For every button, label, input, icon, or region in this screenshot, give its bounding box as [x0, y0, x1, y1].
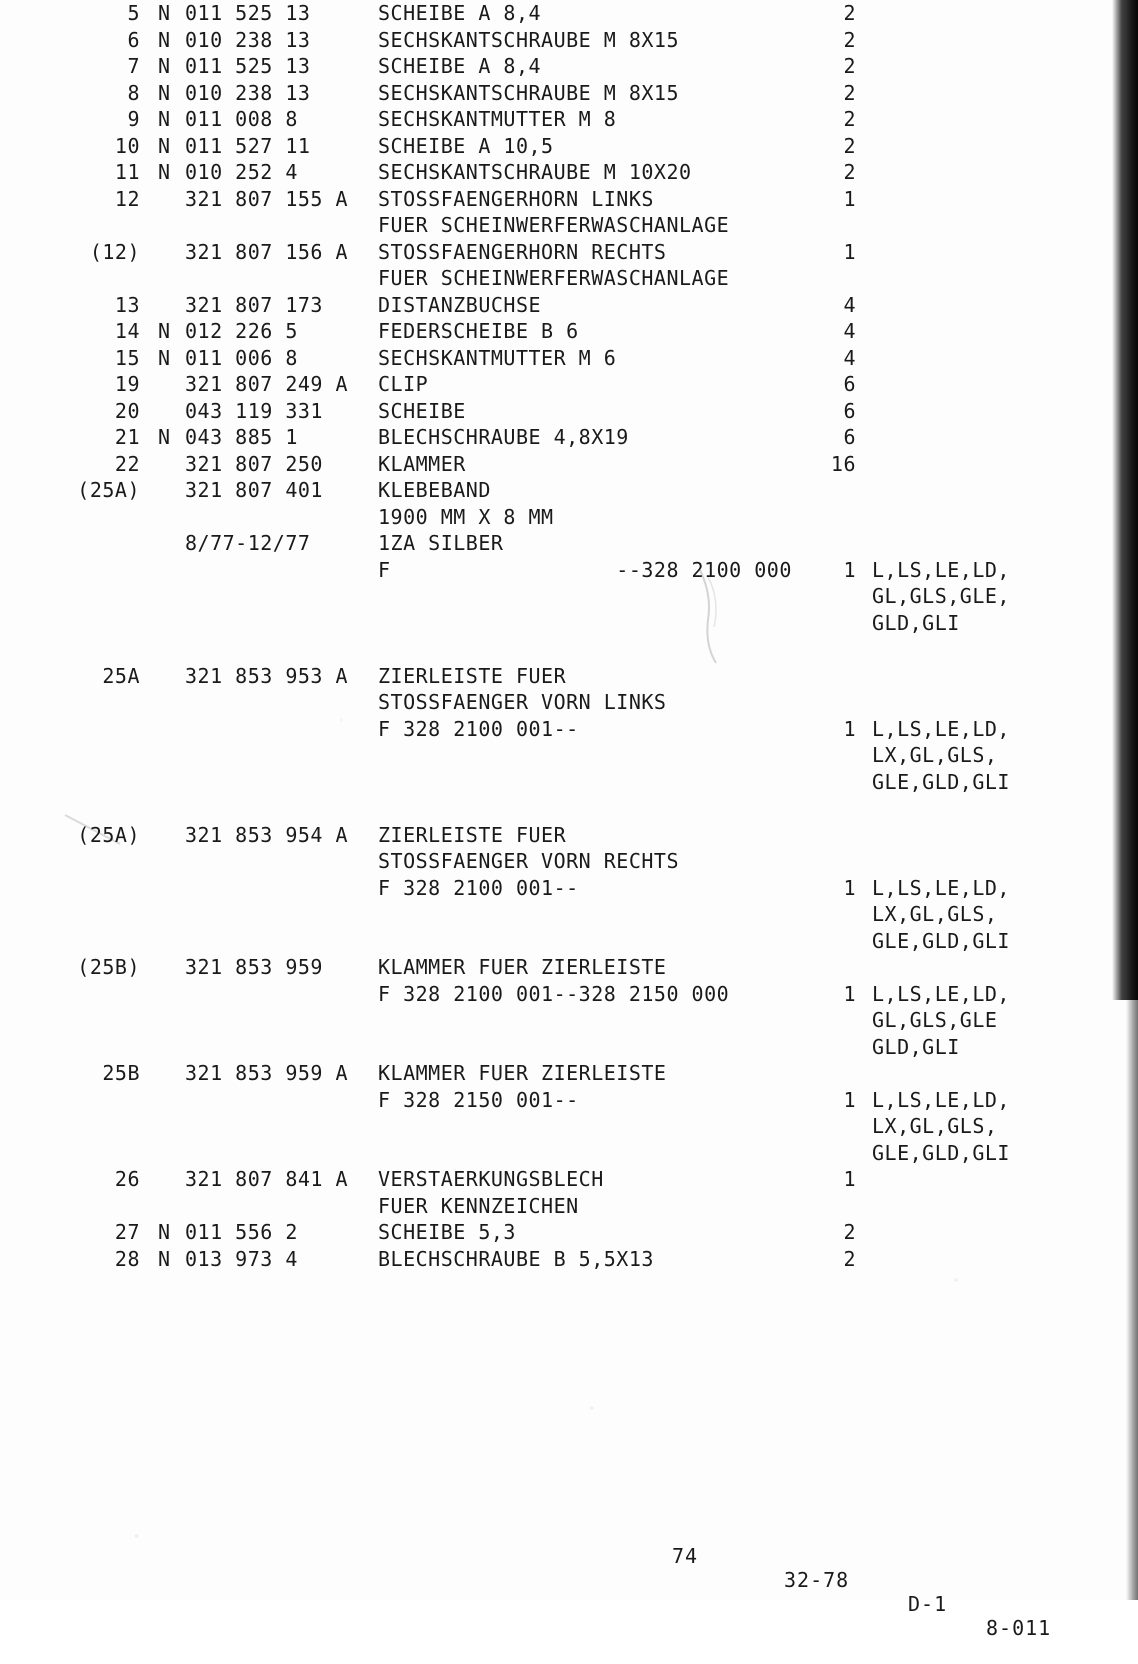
row-norm-flag: N	[158, 80, 171, 105]
row-model-codes: GLE,GLD,GLI	[872, 928, 1010, 953]
table-row	[0, 1246, 1100, 1273]
row-item-number: (12)	[89, 239, 140, 264]
table-row	[0, 1113, 1100, 1140]
row-item-number: 26	[114, 1167, 140, 1191]
row-model-codes: LX,GL,GLS,	[872, 902, 998, 926]
row-norm-flag: N	[158, 1, 171, 25]
row-quantity: 2	[843, 107, 856, 131]
table-row	[0, 1140, 1100, 1167]
table-row	[0, 795, 1100, 822]
table-row	[0, 1219, 1100, 1246]
row-quantity: 4	[843, 292, 856, 317]
row-description: FEDERSCHEIBE B 6	[378, 319, 579, 343]
row-part-number: 321 853 953 A	[185, 663, 349, 688]
table-row	[0, 477, 1100, 504]
row-model-codes: GLD,GLI	[872, 1034, 960, 1059]
row-item-number: 11	[114, 160, 140, 184]
row-part-number: 043 885 1	[185, 425, 298, 449]
page-edge-shadow	[1126, 0, 1138, 1600]
table-row	[0, 583, 1100, 610]
table-row	[0, 636, 1100, 663]
table-row	[0, 981, 1100, 1008]
row-description: STOSSFAENGER VORN LINKS	[378, 690, 667, 714]
table-row	[0, 159, 1100, 186]
table-row	[0, 610, 1100, 637]
row-description: KLEBEBAND	[378, 478, 491, 502]
row-part-number: 013 973 4	[185, 1246, 298, 1271]
row-item-number: 21	[114, 425, 140, 449]
row-part-number: 321 807 155 A	[185, 186, 349, 211]
table-row	[0, 424, 1100, 451]
table-row	[0, 1060, 1100, 1087]
row-quantity: 2	[843, 27, 856, 52]
row-item-number: (25A)	[77, 478, 140, 502]
table-row	[0, 371, 1100, 398]
row-model-codes: L,LS,LE,LD,	[872, 875, 1010, 900]
row-description: SCHEIBE A 8,4	[378, 54, 542, 78]
row-norm-flag: N	[158, 107, 171, 131]
row-description: DISTANZBUCHSE	[378, 292, 542, 317]
row-norm-flag: N	[158, 1246, 171, 1271]
row-item-number: 7	[127, 54, 140, 78]
row-description: KLAMMER FUER ZIERLEISTE	[378, 1061, 667, 1085]
row-part-number: 321 807 173	[185, 292, 323, 317]
table-row	[0, 822, 1100, 849]
row-norm-flag: N	[158, 319, 171, 343]
row-norm-flag: N	[158, 425, 171, 449]
row-item-number: 13	[114, 292, 140, 317]
row-item-number: 5	[127, 1, 140, 25]
row-description: ZIERLEISTE FUER	[378, 822, 567, 847]
table-row	[0, 689, 1100, 716]
row-description: 1ZA SILBER	[378, 531, 504, 555]
row-description: SECHSKANTSCHRAUBE M 10X20	[378, 160, 692, 184]
row-description: CLIP	[378, 372, 429, 396]
row-description: ZIERLEISTE FUER	[378, 663, 567, 688]
row-item-number: 25B	[102, 1061, 140, 1085]
row-description: STOSSFAENGERHORN LINKS	[378, 186, 654, 211]
page-footer	[0, 1520, 1100, 1664]
row-model-codes: GL,GLS,GLE	[872, 1008, 998, 1032]
table-row	[0, 901, 1100, 928]
row-part-number: 011 525 13	[185, 1, 311, 25]
row-model-codes: GLD,GLI	[872, 610, 960, 635]
row-quantity: 2	[843, 160, 856, 184]
row-quantity: 4	[843, 345, 856, 370]
table-row	[0, 1193, 1100, 1220]
row-model-codes: L,LS,LE,LD,	[872, 716, 1010, 741]
table-row	[0, 530, 1100, 557]
row-part-number: 321 853 954 A	[185, 822, 349, 847]
row-description: FUER SCHEINWERFERWASCHANLAGE	[378, 266, 730, 290]
row-norm-flag: N	[158, 27, 171, 52]
row-description: STOSSFAENGER VORN RECHTS	[378, 849, 679, 873]
row-norm-flag: N	[158, 345, 171, 370]
row-model-codes: GLE,GLD,GLI	[872, 1140, 1010, 1165]
table-row	[0, 742, 1100, 769]
table-row	[0, 875, 1100, 902]
row-item-number: 25A	[102, 663, 140, 688]
row-description: STOSSFAENGERHORN RECHTS	[378, 239, 667, 264]
row-part-number: 321 807 841 A	[185, 1167, 349, 1191]
row-quantity: 2	[843, 1220, 856, 1244]
table-row	[0, 186, 1100, 213]
row-quantity: 6	[843, 425, 856, 449]
row-quantity: 2	[843, 1, 856, 25]
row-quantity: 2	[843, 1246, 856, 1271]
row-description: SECHSKANTMUTTER M 8	[378, 107, 617, 131]
row-part-number: 321 807 156 A	[185, 239, 349, 264]
row-quantity: 1	[843, 1167, 856, 1191]
row-item-number: 28	[114, 1246, 140, 1271]
row-item-number: 15	[114, 345, 140, 370]
row-part-number: 012 226 5	[185, 319, 298, 343]
row-description: 1900 MM X 8 MM	[378, 504, 554, 529]
row-description: SCHEIBE 5,3	[378, 1220, 516, 1244]
row-part-number: 010 252 4	[185, 160, 298, 184]
row-description: F --328 2100 000	[378, 557, 792, 582]
row-part-number: 011 008 8	[185, 107, 298, 131]
row-part-number: 011 556 2	[185, 1220, 298, 1244]
row-item-number: 10	[114, 133, 140, 158]
row-quantity: 2	[843, 54, 856, 78]
table-row	[0, 318, 1100, 345]
table-row	[0, 239, 1100, 266]
row-item-number: 27	[114, 1220, 140, 1244]
table-row	[0, 292, 1100, 319]
table-row	[0, 663, 1100, 690]
row-description: SECHSKANTSCHRAUBE M 8X15	[378, 80, 679, 105]
table-row	[0, 557, 1100, 584]
row-quantity: 4	[843, 319, 856, 343]
row-quantity: 1	[843, 875, 856, 900]
row-item-number: 14	[114, 319, 140, 343]
row-part-number: 043 119 331	[185, 398, 323, 423]
row-part-number: 321 853 959	[185, 955, 323, 979]
row-part-number: 8/77-12/77	[185, 531, 311, 555]
row-quantity: 16	[830, 451, 856, 476]
table-row	[0, 133, 1100, 160]
footer-document-number: 8-011	[986, 1616, 1052, 1640]
row-description: F 328 2150 001--	[378, 1087, 579, 1112]
row-quantity: 1	[843, 186, 856, 211]
row-norm-flag: N	[158, 54, 171, 78]
row-model-codes: L,LS,LE,LD,	[872, 557, 1010, 582]
row-description: SECHSKANTSCHRAUBE M 8X15	[378, 27, 679, 52]
row-quantity: 1	[843, 239, 856, 264]
row-quantity: 2	[843, 80, 856, 105]
table-row	[0, 53, 1100, 80]
table-row	[0, 0, 1100, 27]
row-part-number: 011 525 13	[185, 54, 311, 78]
row-item-number: (25B)	[77, 955, 140, 979]
table-row	[0, 769, 1100, 796]
row-description: KLAMMER FUER ZIERLEISTE	[378, 955, 667, 979]
table-row	[0, 106, 1100, 133]
table-row	[0, 1087, 1100, 1114]
table-row	[0, 954, 1100, 981]
row-description: F 328 2100 001--	[378, 716, 579, 741]
table-row	[0, 80, 1100, 107]
row-part-number: 010 238 13	[185, 27, 311, 52]
row-description: SCHEIBE A 10,5	[378, 133, 554, 158]
row-quantity: 1	[843, 981, 856, 1006]
row-quantity: 6	[843, 398, 856, 423]
table-row	[0, 27, 1100, 54]
table-row	[0, 716, 1100, 743]
row-part-number: 321 853 959 A	[185, 1061, 349, 1085]
row-quantity: 1	[843, 1087, 856, 1112]
row-model-codes: L,LS,LE,LD,	[872, 1087, 1010, 1112]
table-row	[0, 504, 1100, 531]
row-model-codes: LX,GL,GLS,	[872, 743, 998, 767]
row-model-codes: GLE,GLD,GLI	[872, 769, 1010, 794]
row-quantity: 1	[843, 557, 856, 582]
row-description: BLECHSCHRAUBE 4,8X19	[378, 425, 629, 449]
row-item-number: (25A)	[77, 822, 140, 847]
table-row	[0, 848, 1100, 875]
row-model-codes: LX,GL,GLS,	[872, 1114, 998, 1138]
row-description: KLAMMER	[378, 451, 466, 476]
table-row	[0, 398, 1100, 425]
table-row	[0, 928, 1100, 955]
row-description: FUER SCHEINWERFERWASCHANLAGE	[378, 213, 730, 237]
row-description: SCHEIBE A 8,4	[378, 1, 542, 25]
footer-section-code: 32-78	[784, 1568, 850, 1592]
table-row	[0, 345, 1100, 372]
row-item-number: 6	[127, 27, 140, 52]
row-quantity: 2	[843, 133, 856, 158]
footer-page-number: 74	[672, 1544, 699, 1568]
row-item-number: 19	[114, 372, 140, 396]
row-model-codes: L,LS,LE,LD,	[872, 981, 1010, 1006]
row-model-codes: GL,GLS,GLE,	[872, 584, 1010, 608]
row-part-number: 010 238 13	[185, 80, 311, 105]
row-description: SCHEIBE	[378, 398, 466, 423]
row-description: FUER KENNZEICHEN	[378, 1193, 579, 1218]
row-item-number: 12	[114, 186, 140, 211]
table-row	[0, 265, 1100, 292]
row-description: F 328 2100 001--328 2150 000	[378, 981, 730, 1006]
row-item-number: 20	[114, 398, 140, 423]
row-part-number: 011 006 8	[185, 345, 298, 370]
row-item-number: 9	[127, 107, 140, 131]
row-description: F 328 2100 001--	[378, 875, 579, 900]
row-item-number: 22	[114, 451, 140, 476]
row-description: BLECHSCHRAUBE B 5,5X13	[378, 1246, 654, 1271]
row-norm-flag: N	[158, 133, 171, 158]
row-quantity: 1	[843, 716, 856, 741]
table-row	[0, 451, 1100, 478]
row-part-number: 321 807 249 A	[185, 372, 349, 396]
row-part-number: 321 807 250	[185, 451, 323, 476]
table-row	[0, 1034, 1100, 1061]
table-row	[0, 1166, 1100, 1193]
row-description: VERSTAERKUNGSBLECH	[378, 1167, 604, 1191]
table-row	[0, 212, 1100, 239]
row-norm-flag: N	[158, 160, 171, 184]
row-norm-flag: N	[158, 1220, 171, 1244]
row-quantity: 6	[843, 372, 856, 396]
footer-revision: D-1	[908, 1592, 948, 1616]
row-part-number: 011 527 11	[185, 133, 311, 158]
row-part-number: 321 807 401	[185, 478, 323, 502]
table-row	[0, 1007, 1100, 1034]
row-item-number: 8	[127, 80, 140, 105]
row-description: SECHSKANTMUTTER M 6	[378, 345, 617, 370]
